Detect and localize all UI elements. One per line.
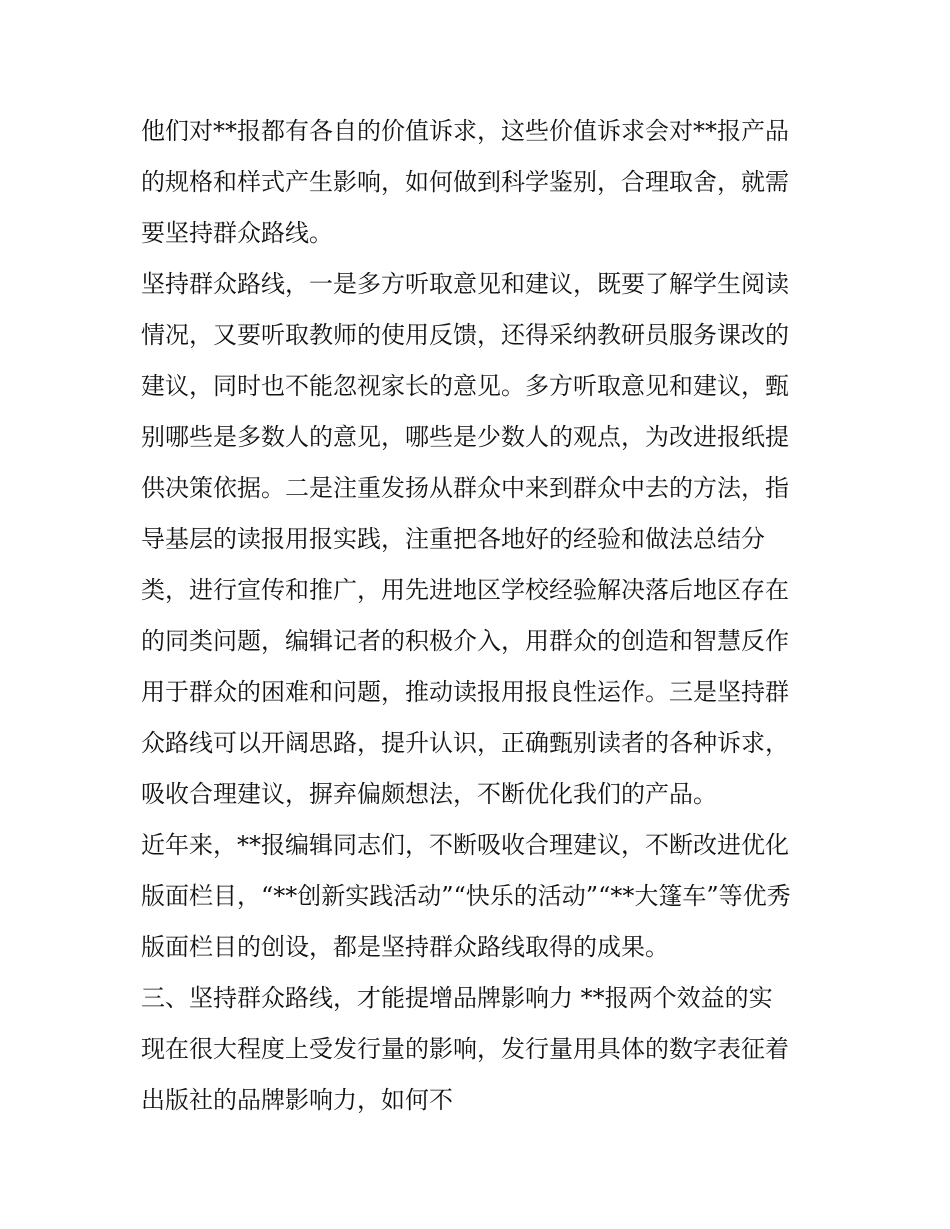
- text-line: 类，进行宣传和推广，用先进地区学校经验解决落后地区存在: [141, 576, 789, 604]
- text-line: 建议，同时也不能忽视家长的意见。多方听取意见和建议，甄: [141, 372, 789, 400]
- text-line: 三、坚持群众路线，才能提增品牌影响力 **报两个效益的实: [141, 984, 773, 1012]
- text-line: 用于群众的困难和问题，推动读报用报良性运作。三是坚持群: [141, 678, 789, 706]
- text-line: 现在很大程度上受发行量的影响，发行量用具体的数字表征着: [141, 1035, 789, 1063]
- text-line: 导基层的读报用报实践，注重把各地好的经验和做法总结分: [141, 525, 765, 553]
- text-line: 坚持群众路线，一是多方听取意见和建议，既要了解学生阅读: [141, 270, 789, 298]
- text-line: 众路线可以开阔思路，提升认识，正确甄别读者的各种诉求，: [141, 729, 789, 757]
- text-line: 他们对**报都有各自的价值诉求，这些价值诉求会对**报产品: [141, 117, 789, 145]
- text-line: 的规格和样式产生影响，如何做到科学鉴别，合理取舍，就需: [141, 168, 789, 196]
- text-line: 近年来，**报编辑同志们，不断吸收合理建议，不断改进优化: [141, 831, 789, 859]
- body-text: [141, 106, 821, 1126]
- text-line: 要坚持群众路线。: [141, 219, 333, 247]
- text-line: 别哪些是多数人的意见，哪些是少数人的观点，为改进报纸提: [141, 423, 789, 451]
- text-line: 供决策依据。二是注重发扬从群众中来到群众中去的方法，指: [141, 474, 789, 502]
- text-line: 情况，又要听取教师的使用反馈，还得采纳教研员服务课改的: [141, 321, 789, 349]
- text-line: 出版社的品牌影响力，如何不: [141, 1086, 453, 1114]
- text-line: 的同类问题，编辑记者的积极介入，用群众的创造和智慧反作: [141, 627, 789, 655]
- text-line: 版面栏目的创设，都是坚持群众路线取得的成果。: [141, 933, 669, 961]
- text-line: 吸收合理建议，摒弃偏颇想法，不断优化我们的产品。: [141, 780, 717, 808]
- text-line: 版面栏目，“**创新实践活动”“快乐的活动”“**大篷车”等优秀: [141, 882, 791, 910]
